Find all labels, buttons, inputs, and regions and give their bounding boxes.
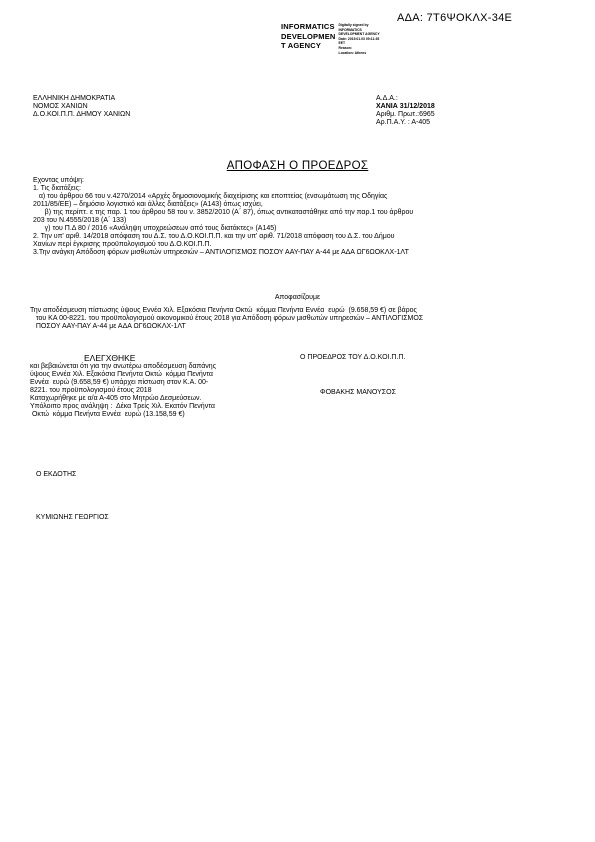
verification-text: και βεβαιώνεται ότι για την ανωτέρω αποδέσμευση δαπάνης ύψους Εννέα Χιλ. Εξακόσια Πενήντα Οκτώ κόμμα Πενήντα Εννέα ευρώ (9.658,59 €) υπάρχει πίστωση στον Κ.Α. 00- 8221. του προϋπολογισμού έτους 2018 Καταχωρήθηκε με α/α Α-405 στο Μητρώο Δεσμεύσεων. Υπόλοιπο προς ανάληψη : Δέκα Τρείς Χιλ. Εκατόν Πενήντα Οκτώ κόμμα Πενήντα Εννέα ευρώ (13.158,59 €) [30, 363, 217, 418]
ada-number: ΑΔΑ: 7Τ6ΨΟΚΛΧ-34Ε [397, 12, 513, 24]
document-reference: Α.Δ.Α.: ΧΑΝΙΑ 31/12/2018 Αριθμ. Πρωτ.:6965 Αρ.Π.Α.Υ. : Α-405 [376, 95, 435, 126]
signature-stamp [281, 22, 380, 55]
considerations: Εχοντας υπόψη: 1. Τις διατάξεις: α) του άρθρου 66 του ν.4270/2014 «Αρχές δημοσιονομικής διαχείρισης και εποπτείας (ενσωμάτωση της Οδηγίας 2011/85/ΕΕ) – δημόσιο λογιστικό και άλλες διατάξεις» (Α143) όπως ισχύει, β) της περίπτ. ε της παρ. 1 του άρθρου 58 του ν. 3852/2010 (Α΄ 87), όπως αντικαταστάθηκε από την παρ.1 του άρθρου 203 του Ν.4555/2018 (Α΄ 133) γ) του Π.Δ 80 / 2016 «Ανάληψη υποχρεώσεων από τους διατάκτες» (Α145) 2. Την υπ' αριθ. 14/2018 απόφαση του Δ.Σ. του Δ.Ο.ΚΟΙ.Π.Π. και την υπ' αριθ. 71/2018 απόφαση του Δ.Σ. του Δήμου Χανίων περί έγκρισης προϋπολογισμού του Δ.Ο.ΚΟΙ.Π.Π. 3.Την ανάγκη Απόδοση φόρων μισθωτών υπηρεσιών – ΑΝΤΙΛΟΓΙΣΜΟΣ ΠΟΣΟΥ ΑΑΥ-ΠΑΥ Α-44 με ΑΔΑ ΩΓ6ΩΟΚΛΧ-1ΛΤ [33, 177, 414, 256]
signature-details: Digitally signed by INFORMATICS DEVELOPMENT AGENCY Date: 2019.01.03 09:11:35 EET Reason: Location: Athens [338, 23, 380, 55]
issuer-title: Ο ΕΚΔΟΤΗΣ [36, 471, 77, 478]
signer-name: INFORMATICS DEVELOPMEN T AGENCY [281, 22, 336, 50]
decision-text: Την αποδέσμευση πίστωσης ύψους Εννέα Χιλ. Εξακόσια Πενήντα Οκτώ κόμμα Πενήντα Εννέα ευρώ (9.658,59 €) σε βάρος του ΚΑ 00-8221. του προϋπολογισμού οικονομικού έτους 2018 για Απόδοση φόρων μισθωτών υπηρεσιών – ΑΝΤΙΛΟΓΙΣΜΟΣ ΠΟΣΟΥ ΑΑΥ-ΠΑΥ Α-44 με ΑΔΑ ΩΓ6ΩΟΚΛΧ-1ΛΤ [30, 307, 424, 330]
issuing-authority: ΕΛΛΗΝΙΚΗ ΔΗΜΟΚΡΑΤΙΑ ΝΟΜΟΣ ΧΑΝΙΩΝ Δ.Ο.ΚΟΙ.Π.Π. ΔΗΜΟΥ ΧΑΝΙΩΝ [33, 95, 131, 118]
issuer-name: ΚΥΜΙΩΝΗΣ ΓΕΩΡΓΙΟΣ [36, 514, 109, 521]
document-title: ΑΠΟΦΑΣΗ Ο ΠΡΟΕΔΡΟΣ [226, 160, 369, 172]
president-name: ΦΟΒΑΚΗΣ ΜΑΝΟΥΣΟΣ [320, 389, 396, 396]
president-title: Ο ΠΡΟΕΔΡΟΣ ΤΟΥ Δ.Ο.ΚΟΙ.Π.Π. [300, 354, 406, 361]
decision-heading: Αποφασίζουμε [274, 294, 321, 301]
verified-heading: ΕΛΕΓΧΘΗΚΕ [84, 353, 136, 363]
